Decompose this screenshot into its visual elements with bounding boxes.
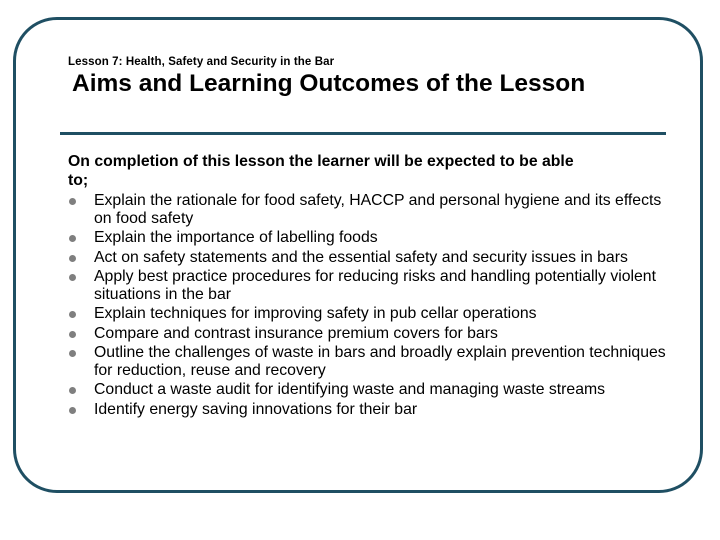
intro-text: On completion of this lesson the learner will be expected to be able to;: [68, 153, 574, 189]
title-divider: [60, 132, 666, 135]
list-item-text: Apply best practice procedures for reducing risks and handling potentially violent situations in the bar: [94, 268, 656, 303]
list-item-text: Act on safety statements and the essential safety and security issues in bars: [94, 248, 628, 266]
bullet-icon: [69, 387, 76, 394]
list-item: [68, 249, 668, 267]
list-item-text: Conduct a waste audit for identifying waste and managing waste streams: [94, 381, 606, 398]
list-item-text: Explain the rationale for food safety, HACCP and personal hygiene and its effects on food safety: [94, 192, 662, 227]
slide-title: Aims and Learning Outcomes of the Lesson: [72, 70, 586, 97]
bullet-icon: [69, 331, 76, 338]
list-item-text: Outline the challenges of waste in bars and broadly explain prevention techniques for reduction, reuse and recovery: [94, 344, 666, 379]
list-item: [68, 401, 668, 419]
list-item: [68, 381, 668, 399]
bullet-icon: [69, 311, 76, 318]
list-item-text: Explain the importance of labelling foods: [94, 229, 378, 246]
list-item: [68, 325, 668, 343]
bullet-icon: [69, 274, 76, 281]
list-item: [68, 344, 668, 379]
lesson-subtitle: Lesson 7: Health, Safety and Security in the Bar: [68, 56, 335, 68]
list-item-text: Identify energy saving innovations for their bar: [94, 400, 418, 418]
list-item: [68, 268, 668, 303]
list-item: [68, 305, 668, 323]
bullet-icon: [69, 198, 76, 205]
bullet-icon: [69, 407, 76, 414]
list-item: [68, 192, 668, 227]
list-item-text: Explain techniques for improving safety in pub cellar operations: [94, 305, 537, 322]
list-item: [68, 229, 668, 247]
list-item-text: Compare and contrast insurance premium covers for bars: [94, 324, 498, 342]
bullet-icon: [69, 350, 76, 357]
bullet-icon: [69, 235, 76, 242]
learning-outcomes-list: [68, 192, 668, 418]
slide-body: [68, 153, 668, 418]
bullet-icon: [69, 255, 76, 262]
